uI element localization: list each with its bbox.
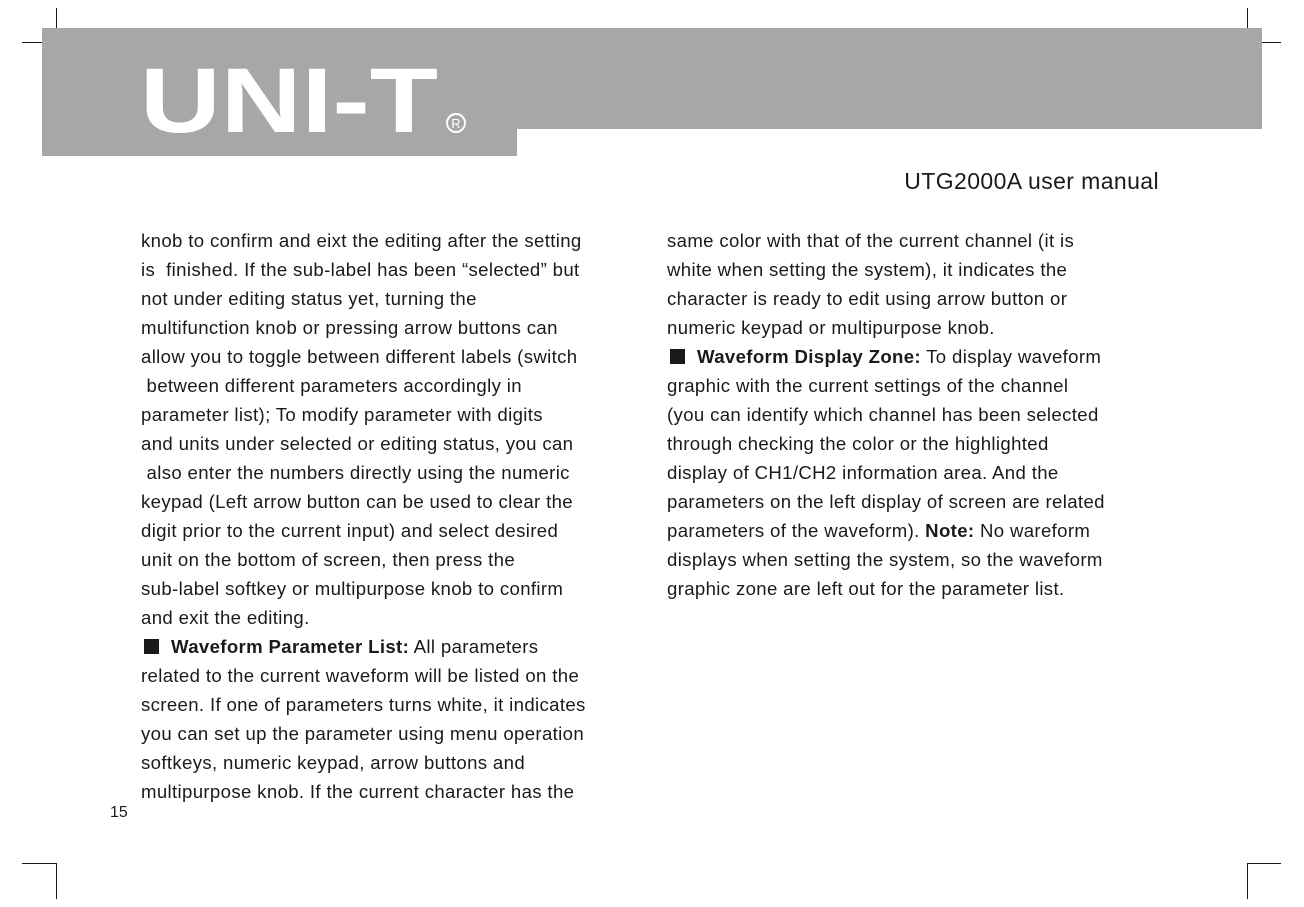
page-number: 15 <box>110 804 128 821</box>
text-line: unit on the bottom of screen, then press the <box>141 549 516 570</box>
text-line: through checking the color or the highlighted <box>667 433 1049 454</box>
section-heading-display-zone: Waveform Display Zone: <box>697 346 921 367</box>
text-line: is finished. If the sub-label has been “selected” but <box>141 259 580 280</box>
text-line: sub-label softkey or multipurpose knob to confirm <box>141 578 564 599</box>
section-heading-line <box>667 342 1167 371</box>
right-text-column <box>667 226 1167 603</box>
crop-mark-bottom-left-horizontal <box>22 863 57 864</box>
text-line: also enter the numbers directly using the numeric <box>141 462 570 483</box>
note-line <box>667 516 1167 545</box>
text-line: displays when setting the system, so the waveform <box>667 549 1103 570</box>
text-line: multipurpose knob. If the current character has the <box>141 781 575 802</box>
text-line: not under editing status yet, turning the <box>141 288 477 309</box>
text-line: allow you to toggle between different labels (switch <box>141 346 578 367</box>
crop-mark-bottom-right-vertical <box>1247 863 1248 899</box>
manual-title: UTG2000A user manual <box>904 168 1159 194</box>
bullet-square-icon <box>670 349 685 364</box>
text-line: numeric keypad or multipurpose knob. <box>667 317 995 338</box>
text-span: No wareform <box>974 520 1091 541</box>
text-line: and exit the editing. <box>141 607 310 628</box>
text-line: softkeys, numeric keypad, arrow buttons and <box>141 752 526 773</box>
text-span: To display waveform <box>920 346 1102 367</box>
text-span: parameters of the waveform). <box>667 520 926 541</box>
text-line: graphic with the current settings of the channel <box>667 375 1069 396</box>
text-line: display of CH1/CH2 information area. And the <box>667 462 1059 483</box>
section-heading-parameter-list: Waveform Parameter List: <box>171 636 410 657</box>
left-text-column <box>141 226 651 806</box>
crop-mark-bottom-left-vertical <box>56 863 57 899</box>
text-line: white when setting the system), it indicates the <box>667 259 1068 280</box>
crop-mark-bottom-right-horizontal <box>1247 863 1281 864</box>
text-line: character is ready to edit using arrow button or <box>667 288 1068 309</box>
text-span: All parameters <box>409 636 539 657</box>
text-line: you can set up the parameter using menu operation <box>141 723 585 744</box>
brand-logo-text: UNI-T <box>140 64 438 140</box>
text-line: digit prior to the current input) and select desired <box>141 520 559 541</box>
text-line: (you can identify which channel has been selected <box>667 404 1099 425</box>
header-banner-strip <box>517 28 1262 129</box>
registered-mark-letter: R <box>451 116 461 131</box>
text-line: same color with that of the current channel (it is <box>667 230 1075 251</box>
text-line: graphic zone are left out for the parameter list. <box>667 578 1065 599</box>
text-line: and units under selected or editing status, you can <box>141 433 574 454</box>
bullet-square-icon <box>144 639 159 654</box>
text-line: keypad (Left arrow button can be used to clear the <box>141 491 573 512</box>
text-line: between different parameters accordingly in <box>141 375 522 396</box>
brand-logo <box>140 64 480 145</box>
note-label: Note: <box>925 520 975 541</box>
text-line: multifunction knob or pressing arrow buttons can <box>141 317 558 338</box>
text-line: parameter list); To modify parameter with digits <box>141 404 543 425</box>
text-line: knob to confirm and eixt the editing after the setting <box>141 230 582 251</box>
text-line: related to the current waveform will be listed on the <box>141 665 580 686</box>
text-line: screen. If one of parameters turns white, it indicates <box>141 694 586 715</box>
text-line: parameters on the left display of screen are related <box>667 491 1105 512</box>
section-heading-line <box>141 632 651 661</box>
